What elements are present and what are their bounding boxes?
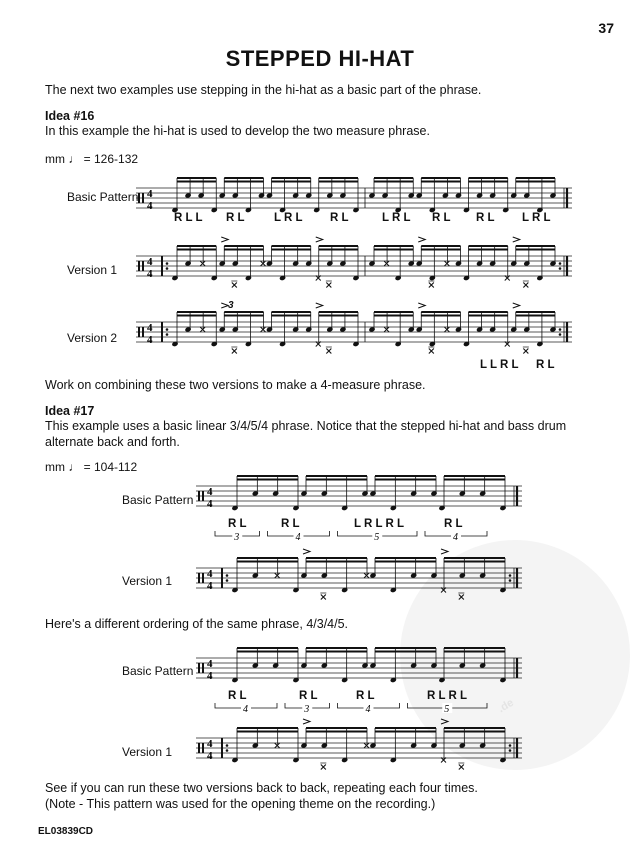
cymbal-note — [364, 573, 369, 578]
idea17-basic-label-2: Basic Pattern — [122, 664, 194, 678]
idea16-heading: Idea #16 — [45, 109, 95, 123]
percussion-clef — [202, 573, 204, 583]
accent-mark — [221, 237, 228, 242]
grouping-number: 3 — [234, 532, 240, 543]
idea16-tempo: mm ♩ = 126-132 — [45, 152, 139, 166]
accent-mark — [441, 719, 448, 724]
time-signature-bottom: 4 — [207, 750, 213, 762]
idea17-footer-line1: See if you can run these two versions back to back, repeating each four times. — [45, 781, 478, 795]
repeat-dot — [166, 333, 169, 336]
percussion-clef — [198, 743, 200, 753]
sticking-text: R L L — [174, 212, 203, 224]
repeat-dot — [509, 749, 512, 752]
idea16-version2-label: Version 2 — [67, 331, 118, 345]
repeat-dot — [559, 262, 562, 265]
hihat-foot-note — [523, 349, 528, 354]
cymbal-note — [275, 743, 280, 748]
sticking-text: R L — [228, 518, 247, 530]
grouping-number: 4 — [365, 704, 371, 715]
sticking-text: L R L — [274, 212, 303, 224]
idea17-version1-label-2: Version 1 — [122, 745, 173, 759]
page-number: 37 — [598, 20, 614, 36]
sticking-text: R L — [444, 518, 463, 530]
sticking-text: R L — [536, 359, 555, 371]
hihat-foot-note — [429, 283, 434, 288]
idea16-version1-staff — [136, 236, 576, 294]
percussion-clef — [202, 743, 204, 753]
idea16-version1-label: Version 1 — [67, 263, 118, 277]
accent-mark — [441, 549, 448, 554]
percussion-clef — [138, 193, 140, 203]
hihat-foot-note — [232, 349, 237, 354]
idea17-version1-staff-2 — [196, 718, 526, 776]
repeat-dot — [559, 333, 562, 336]
hihat-foot-note — [459, 595, 464, 600]
time-signature-bottom: 4 — [207, 580, 213, 592]
time-signature-top: 4 — [147, 188, 153, 200]
grouping-number: 5 — [444, 704, 450, 715]
accent-mark — [316, 303, 323, 308]
sticking-text: R L R L — [427, 690, 468, 702]
percussion-clef — [202, 663, 204, 673]
cymbal-note — [261, 261, 266, 266]
repeat-dot — [226, 579, 229, 582]
idea16-description: In this example the hi-hat is used to develop the two measure phrase. — [45, 124, 430, 138]
sticking-text: R L — [330, 212, 349, 224]
intro-text: The next two examples use stepping in the hi-hat as a basic part of the phrase. — [45, 83, 482, 97]
accent-mark — [513, 237, 520, 242]
hihat-foot-note — [429, 349, 434, 354]
idea17-basic-staff-1 — [196, 470, 526, 520]
watermark-text: .de — [496, 696, 516, 716]
repeat-dot — [226, 744, 229, 747]
cymbal-note — [200, 327, 205, 332]
accent-mark — [513, 303, 520, 308]
percussion-clef — [198, 573, 200, 583]
time-signature-top: 4 — [207, 738, 213, 750]
percussion-clef — [142, 193, 144, 203]
hihat-foot-note — [232, 283, 237, 288]
repeat-dot — [509, 579, 512, 582]
time-signature-bottom: 4 — [147, 268, 153, 280]
repeat-dot — [559, 267, 562, 270]
accent-mark — [303, 549, 310, 554]
repeat-dot — [559, 328, 562, 331]
cymbal-note — [444, 261, 449, 266]
sticking-text: R L — [432, 212, 451, 224]
cymbal-note — [275, 573, 280, 578]
grouping-number: 5 — [374, 532, 380, 543]
sticking-text: R L — [228, 690, 247, 702]
idea17-footer-line2: (Note - This pattern was used for the opening theme on the recording.) — [45, 797, 436, 811]
sticking-text: L L R L — [480, 359, 519, 371]
sticking-text: R L — [226, 212, 245, 224]
cymbal-note — [364, 743, 369, 748]
grouping-number: 4 — [243, 704, 248, 715]
idea17-version1-label: Version 1 — [122, 574, 173, 588]
cymbal-note — [261, 327, 266, 332]
hihat-foot-note — [326, 349, 331, 354]
repeat-dot — [226, 574, 229, 577]
tuplet-number: 3 — [228, 300, 234, 311]
time-signature-top: 4 — [207, 568, 213, 580]
percussion-clef — [198, 491, 200, 501]
accent-mark — [303, 719, 310, 724]
time-signature-bottom: 4 — [147, 334, 153, 346]
time-signature-top: 4 — [147, 256, 153, 268]
sticking-text: R L — [356, 690, 375, 702]
hihat-foot-note — [326, 283, 331, 288]
time-signature-top: 4 — [207, 486, 213, 498]
grouping-number: 4 — [295, 532, 301, 543]
sticking-text: R L — [476, 212, 495, 224]
idea17-basic-label: Basic Pattern — [122, 493, 194, 507]
hihat-foot-note — [459, 765, 464, 770]
page-title: STEPPED HI-HAT — [225, 46, 415, 71]
hihat-foot-note — [321, 595, 326, 600]
grouping-number: 3 — [304, 704, 310, 715]
idea17-heading: Idea #17 — [45, 404, 95, 418]
idea16-basic-label: Basic Pattern — [67, 190, 139, 204]
cymbal-note — [200, 261, 205, 266]
sticking-text: R L — [281, 518, 300, 530]
catalog-code: EL03839CD — [38, 826, 94, 837]
sticking-text: L R L — [382, 212, 411, 224]
percussion-clef — [142, 327, 144, 337]
idea16-footer: Work on combining these two versions to make a 4-measure phrase. — [45, 378, 426, 392]
idea16-version2-staff — [136, 302, 576, 360]
repeat-dot — [226, 749, 229, 752]
idea17-middle-text: Here's a different ordering of the same phrase, 4/3/4/5. — [45, 617, 349, 631]
idea17-version1-staff-1 — [196, 548, 526, 606]
time-signature-bottom: 4 — [207, 498, 213, 510]
time-signature-bottom: 4 — [147, 200, 153, 212]
repeat-dot — [509, 744, 512, 747]
idea17-grouping-brackets-2 — [215, 701, 515, 717]
repeat-dot — [166, 328, 169, 331]
accent-mark — [316, 237, 323, 242]
hihat-foot-note — [321, 765, 326, 770]
hihat-foot-note — [523, 283, 528, 288]
idea17-tempo: mm ♩ = 104-112 — [45, 460, 138, 474]
time-signature-bottom: 4 — [207, 670, 213, 682]
accent-mark — [418, 303, 425, 308]
cymbal-note — [384, 327, 389, 332]
sticking-text: L R L R L — [354, 518, 405, 530]
idea17-grouping-brackets-1 — [215, 529, 515, 545]
time-signature-top: 4 — [147, 322, 153, 334]
idea17-basic-staff-2 — [196, 642, 526, 692]
repeat-dot — [166, 267, 169, 270]
repeat-dot — [166, 262, 169, 265]
sticking-text: L R L — [522, 212, 551, 224]
cymbal-note — [444, 327, 449, 332]
time-signature-top: 4 — [207, 658, 213, 670]
repeat-dot — [509, 574, 512, 577]
accent-mark — [418, 237, 425, 242]
percussion-clef — [142, 261, 144, 271]
percussion-clef — [198, 663, 200, 673]
percussion-clef — [202, 491, 204, 501]
sticking-text: R L — [299, 690, 318, 702]
percussion-clef — [138, 327, 140, 337]
cymbal-note — [384, 261, 389, 266]
grouping-number: 4 — [453, 532, 458, 543]
idea17-description: This example uses a basic linear 3/4/5/4 phrase. Notice that the stepped hi-hat and bass drum alternate back and forth. — [45, 419, 567, 449]
percussion-clef — [138, 261, 140, 271]
